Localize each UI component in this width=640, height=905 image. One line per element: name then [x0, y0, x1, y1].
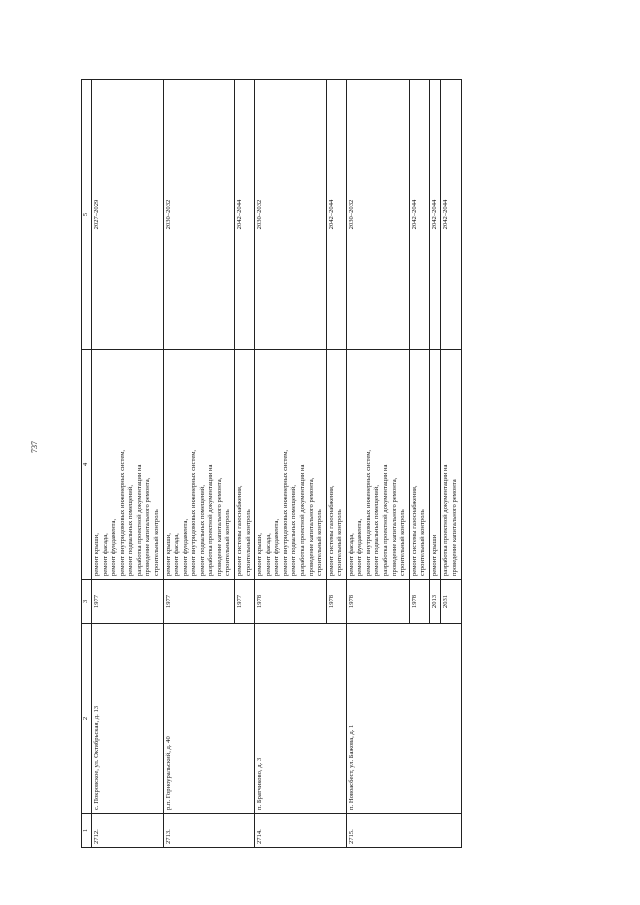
year-cell: 2013 [429, 580, 441, 624]
row-number: 2714. [255, 814, 347, 848]
row-number: 2713. [163, 814, 255, 848]
work-item: ремонт системы газоснабжения, [236, 485, 243, 576]
work-item: ремонт крыши, [164, 533, 172, 576]
work-item: строительный контроль [419, 509, 427, 576]
work-item: ремонт подвальных помещений, [198, 485, 206, 576]
work-item: ремонт крыши, [256, 533, 264, 576]
period-cell: 2030–2032 [163, 80, 235, 350]
work-item: разработка проектной документации на [135, 464, 143, 576]
works-cell [441, 350, 461, 580]
year-cell: 1978 [326, 580, 346, 624]
period-cell: 2042–2044 [429, 80, 441, 350]
work-item: ремонт внутридомовых инженерных систем, [281, 449, 289, 576]
work-item: строительный контроль [244, 509, 252, 576]
work-item: разработка проектной документации на [298, 464, 306, 576]
column-header: 2 [82, 624, 92, 814]
table-header-row [82, 80, 92, 848]
work-item: ремонт фундамента, [110, 518, 118, 576]
work-item: разработка проектной документации на [207, 464, 215, 576]
works-cell [235, 350, 255, 580]
work-item: строительный контроль [316, 509, 324, 576]
work-item: строительный контроль [224, 509, 232, 576]
work-item: ремонт крыши, [93, 533, 100, 576]
period-cell: 2030–2032 [346, 80, 409, 350]
work-item: ремонт фундамента, [273, 518, 281, 576]
work-item: ремонт фасада, [101, 533, 109, 576]
work-item: разработка проектной документации на [442, 464, 450, 576]
work-item: проведение капитального ремонта [450, 479, 458, 576]
column-header: 3 [82, 580, 92, 624]
column-header: 4 [82, 350, 92, 580]
period-cell: 2042–2044 [441, 80, 461, 350]
address-cell: с. Покровское, ул. Октябрьская, д. 13 [92, 624, 164, 814]
work-item: ремонт фундамента, [181, 518, 189, 576]
period-cell: 2042–2044 [326, 80, 346, 350]
works-cell [429, 350, 441, 580]
work-item: ремонт внутридомовых инженерных систем, [364, 449, 372, 576]
works-cell [255, 350, 327, 580]
table-body [92, 80, 462, 848]
work-item: проведение капитального ремонта, [390, 477, 398, 576]
year-cell: 1978 [409, 580, 429, 624]
work-item: проведение капитального ремонта, [144, 477, 152, 576]
work-item: проведение капитального ремонта, [307, 477, 315, 576]
page-number: 737 [30, 441, 39, 453]
work-item: ремонт фасада, [347, 533, 355, 576]
work-item: строительный контроль [399, 509, 407, 576]
work-item: разработка проектной документации на [382, 464, 389, 576]
address-cell: п. Братчиково, д. 3 [255, 624, 347, 814]
works-cell [346, 350, 409, 580]
works-cell [92, 350, 164, 580]
work-item: ремонт подвальных помещений, [127, 485, 135, 576]
works-cell [326, 350, 346, 580]
works-cell [163, 350, 235, 580]
table-row [163, 80, 235, 848]
period-cell: 2042–2044 [235, 80, 255, 350]
work-item: ремонт внутридомовых инженерных систем, [190, 449, 198, 576]
work-item: ремонт подвальных помещений, [290, 485, 298, 576]
address-cell: п. Новоасбест, ул. Бажова, д. 1 [346, 624, 461, 814]
year-cell: 1978 [346, 580, 409, 624]
period-cell: 2042–2044 [409, 80, 429, 350]
year-cell: 1978 [255, 580, 327, 624]
work-item: ремонт внутридомовых инженерных систем, [118, 449, 126, 576]
work-item: ремонт фасада, [264, 533, 272, 576]
work-item: ремонт фундамента, [356, 518, 364, 576]
work-item: ремонт фасада, [173, 533, 181, 576]
year-cell: 1977 [163, 580, 235, 624]
rotated-table-container [81, 80, 601, 848]
year-cell: 1977 [92, 580, 164, 624]
row-number: 2712. [92, 814, 164, 848]
period-cell: 2030–2032 [255, 80, 327, 350]
address-cell: р.п. Горноуральский, д. 40 [163, 624, 255, 814]
work-item: ремонт системы газоснабжения, [410, 485, 418, 576]
work-item: ремонт подвальных помещений, [373, 485, 381, 576]
period-cell: 2027–2029 [92, 80, 164, 350]
year-cell: 2031 [441, 580, 461, 624]
table-row [346, 80, 409, 848]
year-cell: 1977 [235, 580, 255, 624]
work-item: ремонт крыши [430, 534, 438, 576]
column-header: 5 [82, 80, 92, 350]
work-item: проведение капитального ремонта, [215, 477, 223, 576]
work-item: ремонт системы газоснабжения, [327, 485, 335, 576]
table-row [92, 80, 164, 848]
work-item: строительный контроль [152, 509, 160, 576]
table-row [255, 80, 327, 848]
works-cell [409, 350, 429, 580]
row-number: 2715. [346, 814, 461, 848]
column-header: 1 [82, 814, 92, 848]
repair-schedule-table [81, 79, 462, 848]
work-item: строительный контроль [336, 509, 344, 576]
